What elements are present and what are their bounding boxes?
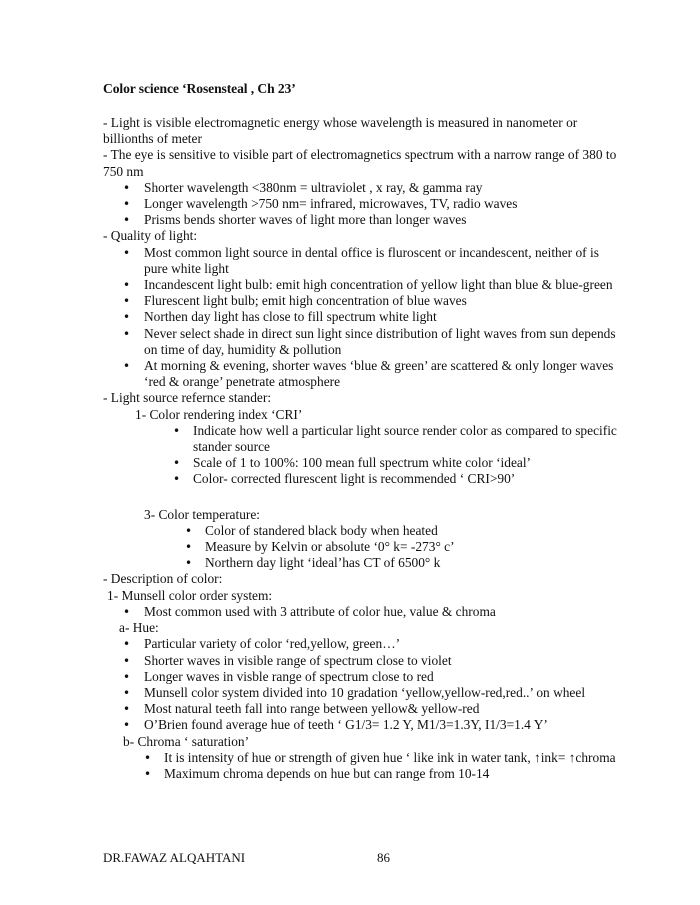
list-item: • Particular variety of color ‘red,yellow, green…’ — [103, 636, 623, 652]
munsell-list — [103, 604, 623, 620]
chroma-list — [103, 750, 623, 782]
list-item: • Most common light source in dental office is fluroscent or incandescent, neither of is pure white light — [103, 245, 623, 277]
intro-paragraph: - The eye is sensitive to visible part of electromagnetics spectrum with a narrow range of 380 to 750 nm — [103, 147, 617, 179]
list-item: • Shorter wavelength <380nm = ultraviolet , x ray, & gamma ray — [103, 180, 623, 196]
list-item: • Flurescent light bulb; emit high concentration of blue waves — [103, 293, 623, 309]
list-item: • Measure by Kelvin or absolute ‘0° k= -273° c’ — [103, 539, 623, 555]
section-heading: - Light source refernce stander: — [103, 390, 272, 406]
subsection-heading: b- Chroma ‘ saturation’ — [123, 733, 250, 749]
intro-paragraph: - Light is visible electromagnetic energy whose wavelength is measured in nanometer or billionths of meter — [103, 115, 578, 147]
subsection-heading: a- Hue: — [119, 620, 159, 636]
section-heading: - Description of color: — [103, 571, 223, 587]
temperature-list — [103, 523, 623, 572]
list-item: • Northern day light ‘ideal’has CT of 6500° k — [103, 555, 623, 571]
list-item: • O’Brien found average hue of teeth ‘ G1/3= 1.2 Y, M1/3=1.3Y, I1/3=1.4 Y’ — [103, 717, 623, 733]
spacer — [103, 488, 623, 507]
quality-list — [103, 245, 623, 391]
list-item: • Munsell color system divided into 10 gradation ‘yellow,yellow-red,red..’ on wheel — [103, 685, 623, 701]
list-item: • Longer waves in visble range of spectrum close to red — [103, 669, 623, 685]
subsection-heading: 3- Color temperature: — [144, 506, 261, 522]
page-title: Color science ‘Rosensteal , Ch 23’ — [103, 81, 296, 96]
cri-list — [103, 423, 623, 488]
list-item: • Indicate how well a particular light source render color as compared to specific stander source — [103, 423, 623, 455]
subsection-heading: 1- Munsell color order system: — [107, 587, 273, 603]
hue-list — [103, 636, 623, 733]
list-item: • It is intensity of hue or strength of given hue ‘ like ink in water tank, ↑ink= ↑chroma — [103, 750, 623, 766]
list-item: • Incandescent light bulb: emit high concentration of yellow light than blue & blue-green — [103, 277, 623, 293]
list-item: • Color of standered black body when heated — [103, 523, 623, 539]
list-item: • Northen day light has close to fill spectrum white light — [103, 309, 623, 325]
list-item: • Longer wavelength >750 nm= infrared, microwaves, TV, radio waves — [103, 196, 623, 212]
list-item: • Color- corrected flurescent light is recommended ‘ CRI>90’ — [103, 471, 623, 487]
subsection-heading: 1- Color rendering index ‘CRI’ — [135, 406, 303, 422]
list-item: • At morning & evening, shorter waves ‘blue & green’ are scattered & only longer waves ‘red & orange’ penetrate atmosphere — [103, 358, 623, 390]
page-number: 86 — [377, 850, 390, 865]
list-item: • Most natural teeth fall into range between yellow& yellow-red — [103, 701, 623, 717]
section-heading: - Quality of light: — [103, 228, 198, 244]
list-item: • Most common used with 3 attribute of color hue, value & chroma — [103, 604, 623, 620]
list-item: • Shorter waves in visible range of spectrum close to violet — [103, 653, 623, 669]
list-item: • Scale of 1 to 100%: 100 mean full spectrum white color ‘ideal’ — [103, 455, 623, 471]
list-item: • Prisms bends shorter waves of light more than longer waves — [103, 212, 623, 228]
list-item: • Never select shade in direct sun light since distribution of light waves from sun depends on time of day, humidity & pollution — [103, 326, 623, 358]
page-content — [103, 115, 623, 782]
list-item: • Maximum chroma depends on hue but can range from 10-14 — [103, 766, 623, 782]
footer-author: DR.FAWAZ ALQAHTANI — [103, 850, 246, 865]
wavelength-list — [103, 180, 623, 229]
